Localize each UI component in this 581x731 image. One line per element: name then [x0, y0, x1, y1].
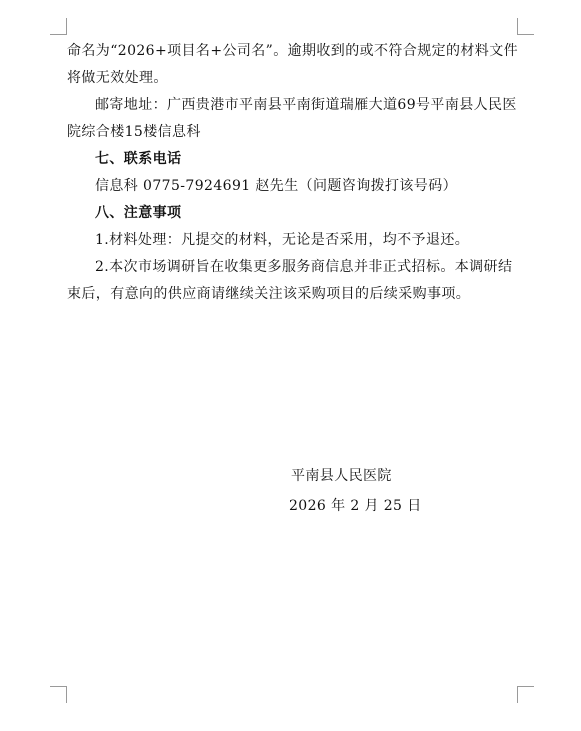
page-corner-mark-top-left: [50, 18, 67, 35]
contact-phone-paragraph: 信息科 0775-7924691 赵先生（问题咨询拨打该号码）: [95, 178, 458, 194]
naming-rule-paragraph: 命名为“2026+项目名+公司名”。逾期收到的或不符合规定的材料文件将做无效处理。: [67, 43, 519, 86]
signature-block: [289, 461, 422, 521]
signature-organization: 平南县人民医院: [291, 468, 392, 484]
mailing-address-paragraph: 邮寄地址：广西贵港市平南县平南街道瑞雁大道69号平南县人民医院综合楼15楼信息科: [67, 97, 517, 140]
section-heading-notes: 八、注意事项: [95, 205, 182, 221]
page-corner-mark-bottom-right: [517, 686, 534, 703]
page-corner-mark-top-right: [517, 18, 534, 35]
note-item-1: 1.材料处理：凡提交的材料，无论是否采用，均不予退还。: [95, 232, 470, 248]
note-item-2: 2.本次市场调研旨在收集更多服务商信息并非正式招标。本调研结束后，有意向的供应商请继续关注该采购项目的后续采购事项。: [67, 259, 513, 302]
section-heading-contact: 七、联系电话: [95, 151, 182, 167]
document-body: [67, 38, 519, 308]
page-corner-mark-bottom-left: [50, 686, 67, 703]
signature-date: 2026 年 2 月 25 日: [289, 498, 422, 514]
